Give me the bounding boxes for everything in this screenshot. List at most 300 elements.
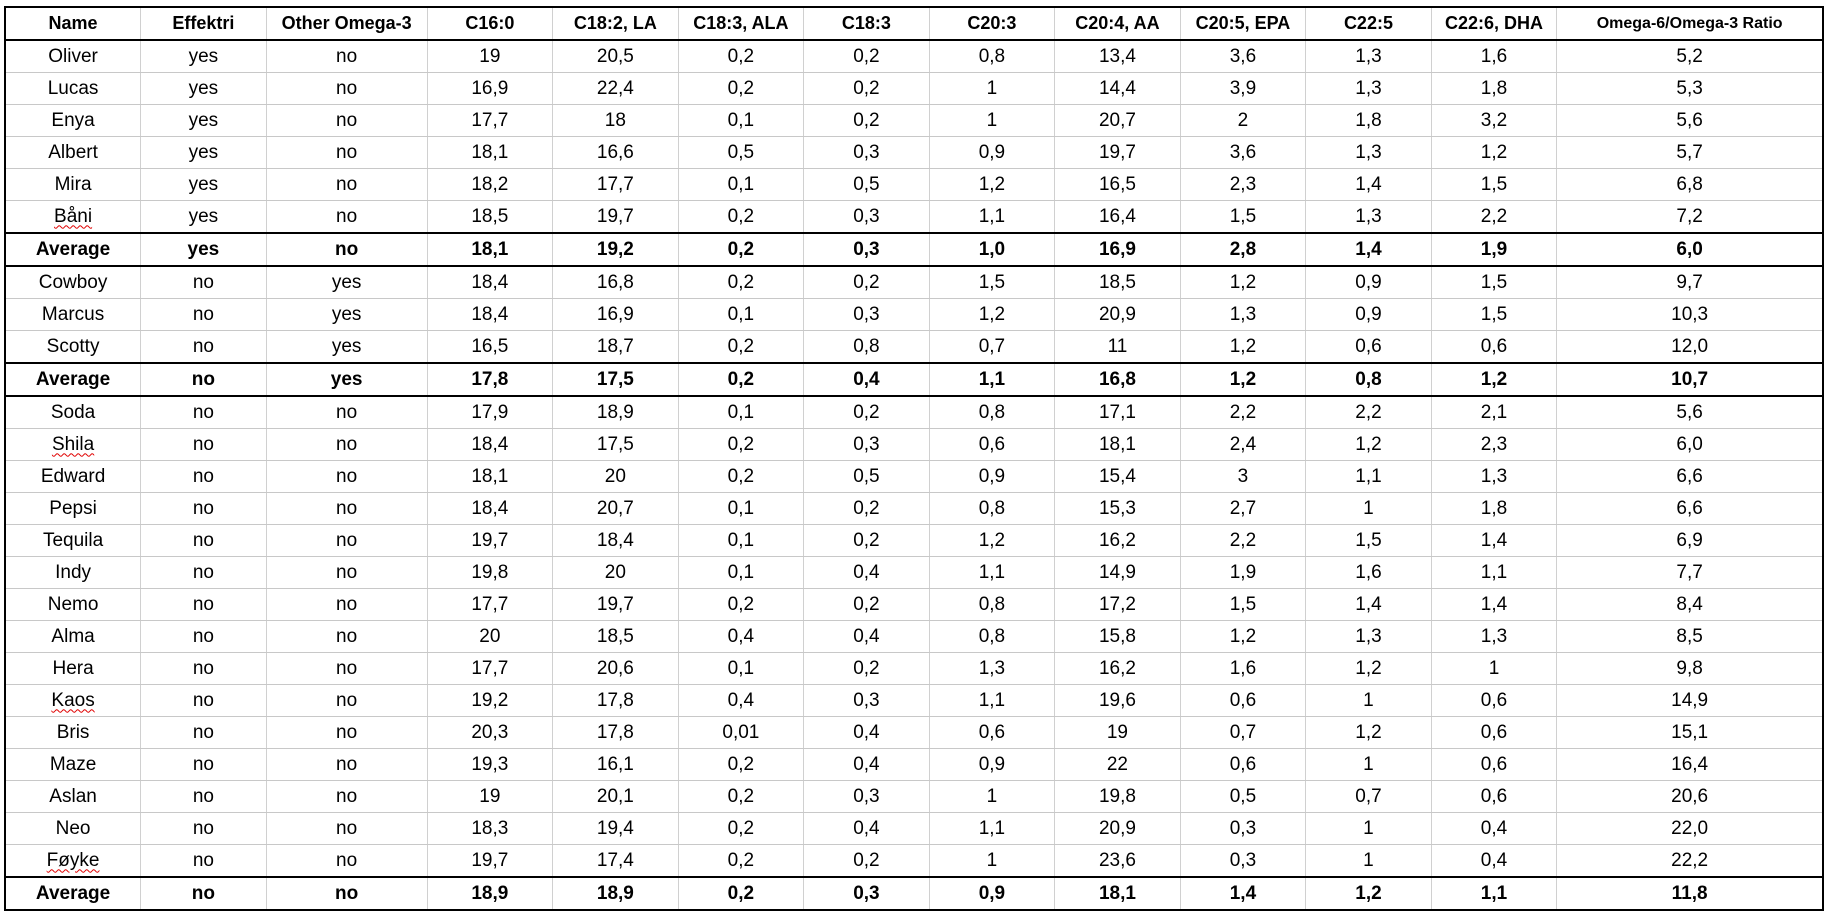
cell-c18-2-la[interactable]: 20,6 [553, 653, 679, 685]
cell-c20-5-epa[interactable]: 1,4 [1180, 877, 1306, 910]
cell-effektri[interactable]: no [141, 621, 267, 653]
cell-c18-3-ala[interactable]: 0,2 [678, 363, 804, 396]
cell-c20-4-aa[interactable]: 20,9 [1055, 299, 1181, 331]
cell-c20-3[interactable]: 0,7 [929, 331, 1055, 364]
cell-other-omega-3[interactable]: no [266, 845, 427, 878]
cell-c16-0[interactable]: 18,4 [427, 299, 553, 331]
cell-c22-5[interactable]: 1 [1306, 813, 1432, 845]
cell-other-omega-3[interactable]: no [266, 717, 427, 749]
cell-c22-5[interactable]: 1,5 [1306, 525, 1432, 557]
cell-name[interactable] [5, 299, 141, 331]
cell-c18-3[interactable]: 0,4 [804, 363, 930, 396]
cell-c20-5-epa[interactable]: 2 [1180, 105, 1306, 137]
cell-effektri[interactable]: no [141, 266, 267, 299]
cell-c22-6-dha[interactable]: 1,9 [1431, 233, 1557, 266]
cell-c22-6-dha[interactable]: 2,2 [1431, 201, 1557, 234]
cell-c18-3[interactable]: 0,3 [804, 201, 930, 234]
cell-effektri[interactable]: no [141, 525, 267, 557]
cell-other-omega-3[interactable]: no [266, 525, 427, 557]
cell-other-omega-3[interactable]: no [266, 813, 427, 845]
column-header-c20-5-epa[interactable]: C20:5, EPA [1180, 7, 1306, 40]
cell-c22-6-dha[interactable]: 0,4 [1431, 845, 1557, 878]
cell-c18-3-ala[interactable]: 0,4 [678, 685, 804, 717]
cell-c22-6-dha[interactable]: 0,6 [1431, 685, 1557, 717]
cell-c20-5-epa[interactable]: 2,2 [1180, 396, 1306, 429]
cell-c18-2-la[interactable]: 19,7 [553, 589, 679, 621]
cell-c20-4-aa[interactable]: 18,1 [1055, 877, 1181, 910]
cell-c18-2-la[interactable]: 16,1 [553, 749, 679, 781]
cell-other-omega-3[interactable]: no [266, 429, 427, 461]
cell-c20-4-aa[interactable]: 19,8 [1055, 781, 1181, 813]
cell-c22-5[interactable]: 0,8 [1306, 363, 1432, 396]
cell-effektri[interactable]: yes [141, 73, 267, 105]
cell-omega-ratio[interactable]: 5,6 [1557, 396, 1823, 429]
cell-c16-0[interactable]: 18,3 [427, 813, 553, 845]
cell-c20-4-aa[interactable]: 16,4 [1055, 201, 1181, 234]
cell-c16-0[interactable]: 17,7 [427, 105, 553, 137]
column-header-c18-2-la[interactable]: C18:2, LA [553, 7, 679, 40]
cell-c20-4-aa[interactable]: 11 [1055, 331, 1181, 364]
cell-effektri[interactable]: no [141, 813, 267, 845]
cell-c18-3[interactable]: 0,2 [804, 653, 930, 685]
cell-c20-3[interactable]: 0,9 [929, 137, 1055, 169]
cell-c20-5-epa[interactable]: 2,4 [1180, 429, 1306, 461]
cell-effektri[interactable]: yes [141, 233, 267, 266]
cell-c18-2-la[interactable]: 16,9 [553, 299, 679, 331]
cell-c18-2-la[interactable]: 18 [553, 105, 679, 137]
cell-c22-6-dha[interactable]: 2,1 [1431, 396, 1557, 429]
cell-c16-0[interactable]: 18,9 [427, 877, 553, 910]
cell-name[interactable] [5, 461, 141, 493]
cell-name[interactable] [5, 73, 141, 105]
cell-c18-2-la[interactable]: 19,4 [553, 813, 679, 845]
cell-c20-5-epa[interactable]: 1,2 [1180, 363, 1306, 396]
cell-c20-5-epa[interactable]: 1,2 [1180, 331, 1306, 364]
cell-name[interactable] [5, 781, 141, 813]
cell-c20-3[interactable]: 0,8 [929, 621, 1055, 653]
cell-omega-ratio[interactable]: 6,6 [1557, 461, 1823, 493]
cell-c20-4-aa[interactable]: 15,8 [1055, 621, 1181, 653]
cell-c20-5-epa[interactable]: 3,9 [1180, 73, 1306, 105]
cell-name[interactable] [5, 40, 141, 73]
cell-c18-3[interactable]: 0,8 [804, 331, 930, 364]
cell-c16-0[interactable]: 19 [427, 40, 553, 73]
cell-name[interactable] [5, 331, 141, 364]
cell-c16-0[interactable]: 18,4 [427, 266, 553, 299]
cell-other-omega-3[interactable]: no [266, 653, 427, 685]
cell-c16-0[interactable]: 18,1 [427, 137, 553, 169]
cell-c22-6-dha[interactable]: 0,6 [1431, 781, 1557, 813]
cell-c20-4-aa[interactable]: 17,1 [1055, 396, 1181, 429]
cell-c16-0[interactable]: 16,9 [427, 73, 553, 105]
cell-c20-3[interactable]: 1 [929, 845, 1055, 878]
cell-c18-3[interactable]: 0,4 [804, 717, 930, 749]
cell-effektri[interactable]: no [141, 557, 267, 589]
cell-c18-3-ala[interactable]: 0,2 [678, 813, 804, 845]
cell-c18-3[interactable]: 0,2 [804, 73, 930, 105]
cell-c18-3[interactable]: 0,3 [804, 233, 930, 266]
cell-c16-0[interactable]: 17,8 [427, 363, 553, 396]
cell-c22-5[interactable]: 1,4 [1306, 233, 1432, 266]
column-header-effektri[interactable]: Effektri [141, 7, 267, 40]
cell-other-omega-3[interactable]: no [266, 233, 427, 266]
cell-name[interactable] [5, 589, 141, 621]
cell-c22-6-dha[interactable]: 3,2 [1431, 105, 1557, 137]
cell-c18-2-la[interactable]: 20 [553, 461, 679, 493]
cell-c20-5-epa[interactable]: 1,9 [1180, 557, 1306, 589]
cell-c22-6-dha[interactable]: 1 [1431, 653, 1557, 685]
cell-c18-3[interactable]: 0,2 [804, 40, 930, 73]
cell-c22-5[interactable]: 1,3 [1306, 73, 1432, 105]
cell-other-omega-3[interactable]: no [266, 749, 427, 781]
cell-c18-3-ala[interactable]: 0,2 [678, 40, 804, 73]
cell-effektri[interactable]: yes [141, 201, 267, 234]
cell-effektri[interactable]: yes [141, 137, 267, 169]
cell-c18-2-la[interactable]: 20,7 [553, 493, 679, 525]
cell-c16-0[interactable]: 19,8 [427, 557, 553, 589]
cell-c20-3[interactable]: 1,5 [929, 266, 1055, 299]
cell-c20-5-epa[interactable]: 0,5 [1180, 781, 1306, 813]
cell-omega-ratio[interactable]: 6,0 [1557, 233, 1823, 266]
cell-c20-4-aa[interactable]: 19,6 [1055, 685, 1181, 717]
cell-c16-0[interactable]: 18,4 [427, 429, 553, 461]
cell-c18-3-ala[interactable]: 0,1 [678, 557, 804, 589]
cell-c22-5[interactable]: 1,3 [1306, 621, 1432, 653]
cell-c18-2-la[interactable]: 17,4 [553, 845, 679, 878]
cell-c22-6-dha[interactable]: 0,6 [1431, 717, 1557, 749]
cell-c20-3[interactable]: 0,6 [929, 717, 1055, 749]
cell-c20-3[interactable]: 0,9 [929, 877, 1055, 910]
cell-c18-3[interactable]: 0,2 [804, 105, 930, 137]
cell-c18-3-ala[interactable]: 0,2 [678, 73, 804, 105]
cell-c18-2-la[interactable]: 18,7 [553, 331, 679, 364]
cell-c20-3[interactable]: 1,3 [929, 653, 1055, 685]
cell-c18-3-ala[interactable]: 0,2 [678, 201, 804, 234]
cell-other-omega-3[interactable]: no [266, 589, 427, 621]
cell-c20-4-aa[interactable]: 15,3 [1055, 493, 1181, 525]
column-header-other-omega-3[interactable]: Other Omega-3 [266, 7, 427, 40]
cell-omega-ratio[interactable]: 5,6 [1557, 105, 1823, 137]
cell-c20-4-aa[interactable]: 20,9 [1055, 813, 1181, 845]
cell-c18-3-ala[interactable]: 0,2 [678, 461, 804, 493]
cell-name[interactable] [5, 653, 141, 685]
cell-c22-6-dha[interactable]: 2,3 [1431, 429, 1557, 461]
cell-c20-5-epa[interactable]: 3,6 [1180, 40, 1306, 73]
cell-c22-6-dha[interactable]: 1,3 [1431, 621, 1557, 653]
cell-other-omega-3[interactable]: yes [266, 331, 427, 364]
cell-c20-3[interactable]: 1 [929, 781, 1055, 813]
cell-c18-3-ala[interactable]: 0,2 [678, 845, 804, 878]
cell-name[interactable] [5, 621, 141, 653]
cell-c22-6-dha[interactable]: 1,5 [1431, 266, 1557, 299]
cell-name[interactable] [5, 717, 141, 749]
cell-omega-ratio[interactable]: 6,0 [1557, 429, 1823, 461]
cell-c22-5[interactable]: 1,2 [1306, 717, 1432, 749]
cell-c18-3[interactable]: 0,4 [804, 813, 930, 845]
cell-c22-6-dha[interactable]: 1,2 [1431, 363, 1557, 396]
cell-c20-4-aa[interactable]: 18,5 [1055, 266, 1181, 299]
cell-name[interactable] [5, 877, 141, 910]
cell-c16-0[interactable]: 19,3 [427, 749, 553, 781]
cell-c18-3-ala[interactable]: 0,1 [678, 493, 804, 525]
cell-c18-3-ala[interactable]: 0,1 [678, 299, 804, 331]
cell-c18-2-la[interactable]: 19,7 [553, 201, 679, 234]
cell-c16-0[interactable]: 19,2 [427, 685, 553, 717]
cell-c18-3-ala[interactable]: 0,1 [678, 169, 804, 201]
cell-c16-0[interactable]: 20,3 [427, 717, 553, 749]
cell-c22-6-dha[interactable]: 0,4 [1431, 813, 1557, 845]
cell-c20-5-epa[interactable]: 3 [1180, 461, 1306, 493]
cell-c22-5[interactable]: 1,8 [1306, 105, 1432, 137]
cell-effektri[interactable]: no [141, 363, 267, 396]
cell-name[interactable] [5, 233, 141, 266]
cell-c16-0[interactable]: 19 [427, 781, 553, 813]
cell-c18-3-ala[interactable]: 0,2 [678, 877, 804, 910]
cell-omega-ratio[interactable]: 5,7 [1557, 137, 1823, 169]
cell-c22-5[interactable]: 1,3 [1306, 201, 1432, 234]
cell-name[interactable] [5, 169, 141, 201]
cell-c18-3[interactable]: 0,3 [804, 685, 930, 717]
cell-c22-6-dha[interactable]: 1,3 [1431, 461, 1557, 493]
column-header-c18-3-ala[interactable]: C18:3, ALA [678, 7, 804, 40]
cell-c20-3[interactable]: 0,8 [929, 40, 1055, 73]
column-header-c20-3[interactable]: C20:3 [929, 7, 1055, 40]
column-header-c22-6-dha[interactable]: C22:6, DHA [1431, 7, 1557, 40]
cell-c20-5-epa[interactable]: 1,5 [1180, 201, 1306, 234]
cell-c22-5[interactable]: 1,2 [1306, 877, 1432, 910]
cell-c22-5[interactable]: 1,2 [1306, 429, 1432, 461]
cell-c22-5[interactable]: 1,4 [1306, 169, 1432, 201]
cell-c22-6-dha[interactable]: 1,8 [1431, 493, 1557, 525]
cell-c22-6-dha[interactable]: 1,5 [1431, 299, 1557, 331]
cell-c18-3[interactable]: 0,3 [804, 781, 930, 813]
cell-c16-0[interactable]: 18,4 [427, 493, 553, 525]
cell-other-omega-3[interactable]: no [266, 137, 427, 169]
cell-c18-2-la[interactable]: 17,5 [553, 363, 679, 396]
cell-c16-0[interactable]: 18,2 [427, 169, 553, 201]
cell-other-omega-3[interactable]: no [266, 621, 427, 653]
cell-c20-4-aa[interactable]: 14,9 [1055, 557, 1181, 589]
cell-c18-2-la[interactable]: 18,5 [553, 621, 679, 653]
cell-other-omega-3[interactable]: no [266, 40, 427, 73]
cell-c20-4-aa[interactable]: 15,4 [1055, 461, 1181, 493]
cell-effektri[interactable]: no [141, 717, 267, 749]
cell-c20-4-aa[interactable]: 19 [1055, 717, 1181, 749]
cell-c18-3[interactable]: 0,2 [804, 589, 930, 621]
cell-c20-4-aa[interactable]: 16,8 [1055, 363, 1181, 396]
cell-other-omega-3[interactable]: no [266, 201, 427, 234]
cell-name[interactable] [5, 429, 141, 461]
cell-c20-5-epa[interactable]: 0,7 [1180, 717, 1306, 749]
cell-c20-4-aa[interactable]: 19,7 [1055, 137, 1181, 169]
cell-other-omega-3[interactable]: no [266, 685, 427, 717]
cell-c22-6-dha[interactable]: 1,6 [1431, 40, 1557, 73]
cell-effektri[interactable]: yes [141, 105, 267, 137]
cell-c18-3-ala[interactable]: 0,2 [678, 749, 804, 781]
cell-c20-4-aa[interactable]: 17,2 [1055, 589, 1181, 621]
cell-c20-3[interactable]: 0,8 [929, 396, 1055, 429]
cell-c18-3-ala[interactable]: 0,2 [678, 331, 804, 364]
cell-c20-5-epa[interactable]: 2,7 [1180, 493, 1306, 525]
cell-c20-4-aa[interactable]: 20,7 [1055, 105, 1181, 137]
cell-c16-0[interactable]: 19,7 [427, 525, 553, 557]
cell-omega-ratio[interactable]: 10,3 [1557, 299, 1823, 331]
cell-c18-3[interactable]: 0,4 [804, 557, 930, 589]
cell-c18-2-la[interactable]: 17,5 [553, 429, 679, 461]
cell-omega-ratio[interactable]: 5,3 [1557, 73, 1823, 105]
cell-c20-5-epa[interactable]: 3,6 [1180, 137, 1306, 169]
cell-c18-3[interactable]: 0,2 [804, 525, 930, 557]
cell-c20-5-epa[interactable]: 0,6 [1180, 749, 1306, 781]
cell-name[interactable] [5, 525, 141, 557]
cell-c22-5[interactable]: 2,2 [1306, 396, 1432, 429]
cell-c18-2-la[interactable]: 20,1 [553, 781, 679, 813]
cell-other-omega-3[interactable]: yes [266, 299, 427, 331]
cell-c22-5[interactable]: 1 [1306, 749, 1432, 781]
cell-other-omega-3[interactable]: no [266, 781, 427, 813]
cell-omega-ratio[interactable]: 14,9 [1557, 685, 1823, 717]
cell-c18-3[interactable]: 0,2 [804, 266, 930, 299]
cell-c22-5[interactable]: 1,4 [1306, 589, 1432, 621]
cell-c18-3-ala[interactable]: 0,1 [678, 653, 804, 685]
cell-c20-4-aa[interactable]: 16,9 [1055, 233, 1181, 266]
cell-c16-0[interactable]: 20 [427, 621, 553, 653]
cell-other-omega-3[interactable]: no [266, 877, 427, 910]
cell-omega-ratio[interactable]: 8,5 [1557, 621, 1823, 653]
cell-omega-ratio[interactable]: 22,2 [1557, 845, 1823, 878]
cell-name[interactable] [5, 845, 141, 878]
cell-c22-5[interactable]: 1,2 [1306, 653, 1432, 685]
cell-c18-3-ala[interactable]: 0,2 [678, 233, 804, 266]
cell-c18-2-la[interactable]: 18,9 [553, 877, 679, 910]
cell-effektri[interactable]: no [141, 653, 267, 685]
cell-c20-5-epa[interactable]: 0,3 [1180, 813, 1306, 845]
cell-effektri[interactable]: no [141, 877, 267, 910]
cell-c18-3-ala[interactable]: 0,2 [678, 429, 804, 461]
cell-c22-6-dha[interactable]: 0,6 [1431, 331, 1557, 364]
cell-effektri[interactable]: no [141, 749, 267, 781]
cell-c16-0[interactable]: 19,7 [427, 845, 553, 878]
cell-name[interactable] [5, 557, 141, 589]
cell-c20-3[interactable]: 1,2 [929, 299, 1055, 331]
cell-c16-0[interactable]: 18,1 [427, 233, 553, 266]
cell-c18-3-ala[interactable]: 0,2 [678, 589, 804, 621]
cell-effektri[interactable]: no [141, 461, 267, 493]
cell-effektri[interactable]: no [141, 781, 267, 813]
cell-c18-3[interactable]: 0,5 [804, 461, 930, 493]
cell-effektri[interactable]: no [141, 299, 267, 331]
cell-c22-6-dha[interactable]: 1,1 [1431, 877, 1557, 910]
cell-c20-3[interactable]: 1,1 [929, 557, 1055, 589]
cell-c22-5[interactable]: 0,9 [1306, 266, 1432, 299]
cell-c18-3-ala[interactable]: 0,01 [678, 717, 804, 749]
cell-c20-3[interactable]: 1,1 [929, 201, 1055, 234]
cell-c18-3-ala[interactable]: 0,5 [678, 137, 804, 169]
cell-c18-2-la[interactable]: 20,5 [553, 40, 679, 73]
column-header-name[interactable]: Name [5, 7, 141, 40]
cell-other-omega-3[interactable]: yes [266, 363, 427, 396]
column-header-c22-5[interactable]: C22:5 [1306, 7, 1432, 40]
cell-effektri[interactable]: no [141, 685, 267, 717]
cell-c18-2-la[interactable]: 16,6 [553, 137, 679, 169]
cell-omega-ratio[interactable]: 22,0 [1557, 813, 1823, 845]
cell-c18-2-la[interactable]: 19,2 [553, 233, 679, 266]
column-header-omega-ratio[interactable]: Omega-6/Omega-3 Ratio [1557, 7, 1823, 40]
cell-c20-4-aa[interactable]: 16,2 [1055, 653, 1181, 685]
cell-c22-5[interactable]: 1,6 [1306, 557, 1432, 589]
cell-c16-0[interactable]: 17,9 [427, 396, 553, 429]
cell-c20-3[interactable]: 1,2 [929, 525, 1055, 557]
cell-name[interactable] [5, 201, 141, 234]
cell-other-omega-3[interactable]: no [266, 557, 427, 589]
column-header-c16-0[interactable]: C16:0 [427, 7, 553, 40]
cell-effektri[interactable]: no [141, 331, 267, 364]
cell-c22-5[interactable]: 0,9 [1306, 299, 1432, 331]
column-header-c20-4-aa[interactable]: C20:4, AA [1055, 7, 1181, 40]
cell-omega-ratio[interactable]: 5,2 [1557, 40, 1823, 73]
cell-c20-3[interactable]: 1 [929, 105, 1055, 137]
cell-c18-2-la[interactable]: 17,7 [553, 169, 679, 201]
cell-other-omega-3[interactable]: yes [266, 266, 427, 299]
cell-c22-6-dha[interactable]: 1,4 [1431, 589, 1557, 621]
cell-name[interactable] [5, 105, 141, 137]
cell-omega-ratio[interactable]: 6,8 [1557, 169, 1823, 201]
cell-c16-0[interactable]: 17,7 [427, 589, 553, 621]
cell-c20-3[interactable]: 0,8 [929, 493, 1055, 525]
cell-omega-ratio[interactable]: 11,8 [1557, 877, 1823, 910]
cell-c18-3-ala[interactable]: 0,1 [678, 105, 804, 137]
cell-c20-5-epa[interactable]: 2,8 [1180, 233, 1306, 266]
cell-c20-5-epa[interactable]: 1,2 [1180, 621, 1306, 653]
cell-c18-2-la[interactable]: 20 [553, 557, 679, 589]
cell-c18-2-la[interactable]: 17,8 [553, 685, 679, 717]
cell-omega-ratio[interactable]: 6,6 [1557, 493, 1823, 525]
cell-other-omega-3[interactable]: no [266, 169, 427, 201]
cell-effektri[interactable]: no [141, 589, 267, 621]
cell-c20-3[interactable]: 0,9 [929, 749, 1055, 781]
cell-omega-ratio[interactable]: 12,0 [1557, 331, 1823, 364]
cell-c20-3[interactable]: 0,6 [929, 429, 1055, 461]
cell-effektri[interactable]: yes [141, 169, 267, 201]
cell-c22-6-dha[interactable]: 0,6 [1431, 749, 1557, 781]
cell-c18-2-la[interactable]: 18,9 [553, 396, 679, 429]
cell-c16-0[interactable]: 16,5 [427, 331, 553, 364]
cell-omega-ratio[interactable]: 7,2 [1557, 201, 1823, 234]
cell-c20-5-epa[interactable]: 0,3 [1180, 845, 1306, 878]
cell-c20-3[interactable]: 0,8 [929, 589, 1055, 621]
cell-c22-5[interactable]: 1,1 [1306, 461, 1432, 493]
cell-c18-3-ala[interactable]: 0,4 [678, 621, 804, 653]
cell-c18-2-la[interactable]: 16,8 [553, 266, 679, 299]
cell-c22-6-dha[interactable]: 1,5 [1431, 169, 1557, 201]
cell-omega-ratio[interactable]: 8,4 [1557, 589, 1823, 621]
cell-c20-5-epa[interactable]: 2,3 [1180, 169, 1306, 201]
cell-c20-4-aa[interactable]: 13,4 [1055, 40, 1181, 73]
cell-c18-2-la[interactable]: 17,8 [553, 717, 679, 749]
cell-c18-3[interactable]: 0,4 [804, 621, 930, 653]
cell-name[interactable] [5, 813, 141, 845]
cell-c18-2-la[interactable]: 22,4 [553, 73, 679, 105]
cell-omega-ratio[interactable]: 6,9 [1557, 525, 1823, 557]
cell-c22-5[interactable]: 1,3 [1306, 40, 1432, 73]
cell-c18-3[interactable]: 0,2 [804, 493, 930, 525]
cell-effektri[interactable]: no [141, 429, 267, 461]
cell-name[interactable] [5, 266, 141, 299]
cell-c20-4-aa[interactable]: 16,5 [1055, 169, 1181, 201]
cell-effektri[interactable]: no [141, 493, 267, 525]
cell-c20-5-epa[interactable]: 1,2 [1180, 266, 1306, 299]
cell-effektri[interactable]: no [141, 396, 267, 429]
